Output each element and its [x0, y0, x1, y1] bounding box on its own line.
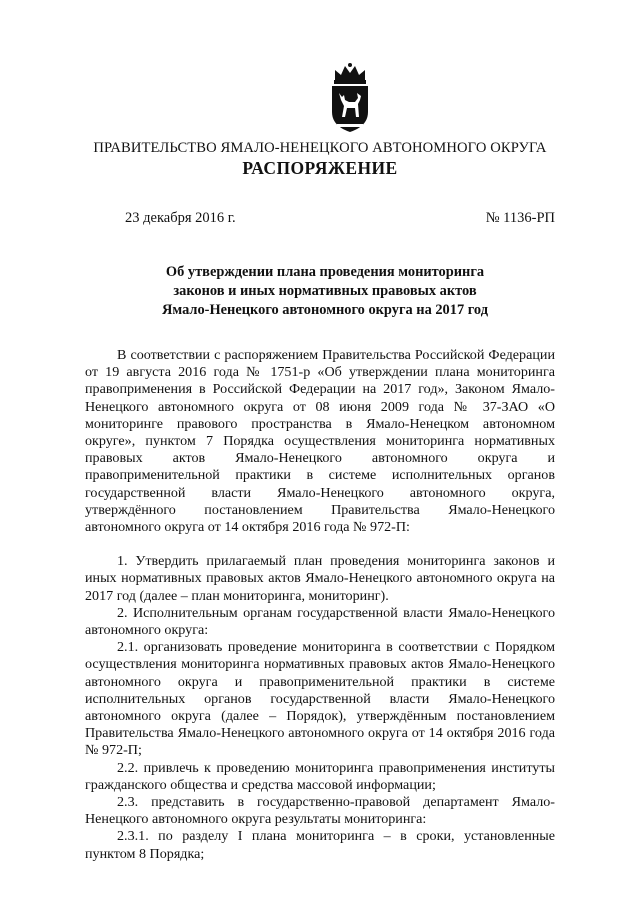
document-date: 23 декабря 2016 г. [125, 210, 236, 226]
document-number: № 1136-РП [485, 210, 555, 226]
clause-2-1: 2.1. организовать проведение мониторинга в соответствии с Порядком осуществления мониторинга нормативных правовых актов Ямало-Ненецкого автономного округа и правоприменительной практики в системе исполнительных органов государственной власти Ямало-Ненецкого автономного округа (далее – Порядок), утверждённым постановлением Правительства Ямало-Ненецкого автономного округа от 14 октября 2016 года № 972-П; [85, 639, 555, 759]
document-title [100, 263, 550, 320]
clause-2-2: 2.2. привлечь к проведению мониторинга правоприменения институты гражданского общества и средства массовой информации; [85, 759, 555, 793]
clause-1: 1. Утвердить прилагаемый план проведения мониторинга законов и иных нормативных правовых актов Ямало-Ненецкого автономного округа на 2017 год (далее – план мониторинга, мониторинг). [85, 553, 555, 604]
title-line: законов и иных нормативных правовых актов [173, 283, 477, 299]
title-line: Об утверждении плана проведения мониторинга [165, 264, 485, 280]
preamble-paragraph: В соответствии с распоряжением Правительства Российской Федерации от 19 августа 2016 года № 1751-р «Об утверждении плана мониторинга правоприменения в Российской Федерации на 2017 год», Законом Ямало-Ненецкого автономного округа от 08 июня 2009 года № 37-ЗАО «О мониторинге правового пространства в Ямало-Ненецком автономном округе», пунктом 7 Порядка осуществления мониторинга нормативных правовых актов Ямало-Ненецкого автономного округа и правоприменительной практики в системе исполнительных органов государственной власти Ямало-Ненецкого автономного округа, утверждённого постановлением Правительства Ямало-Ненецкого автономного округа от 14 октября 2016 года № 972-П: [85, 347, 555, 536]
clause-2: 2. Исполнительным органам государственной власти Ямало-Ненецкого автономного округа: [85, 604, 555, 639]
organization-name: ПРАВИТЕЛЬСТВО ЯМАЛО-НЕНЕЦКОГО АВТОНОМНОГО ОКРУГА [93, 140, 547, 156]
document-type: РАСПОРЯЖЕНИЕ [242, 158, 398, 178]
clause-2-3: 2.3. представить в государственно-правовой департамент Ямало-Ненецкого автономного округа результаты мониторинга: [85, 794, 555, 828]
coat-of-arms-icon [327, 62, 373, 134]
title-line: Ямало-Ненецкого автономного округа на 2017 год [162, 302, 488, 318]
clause-2-3-1: 2.3.1. по разделу I плана мониторинга – в сроки, установленные пунктом 8 Порядка; [85, 828, 555, 862]
document-body [85, 347, 555, 863]
